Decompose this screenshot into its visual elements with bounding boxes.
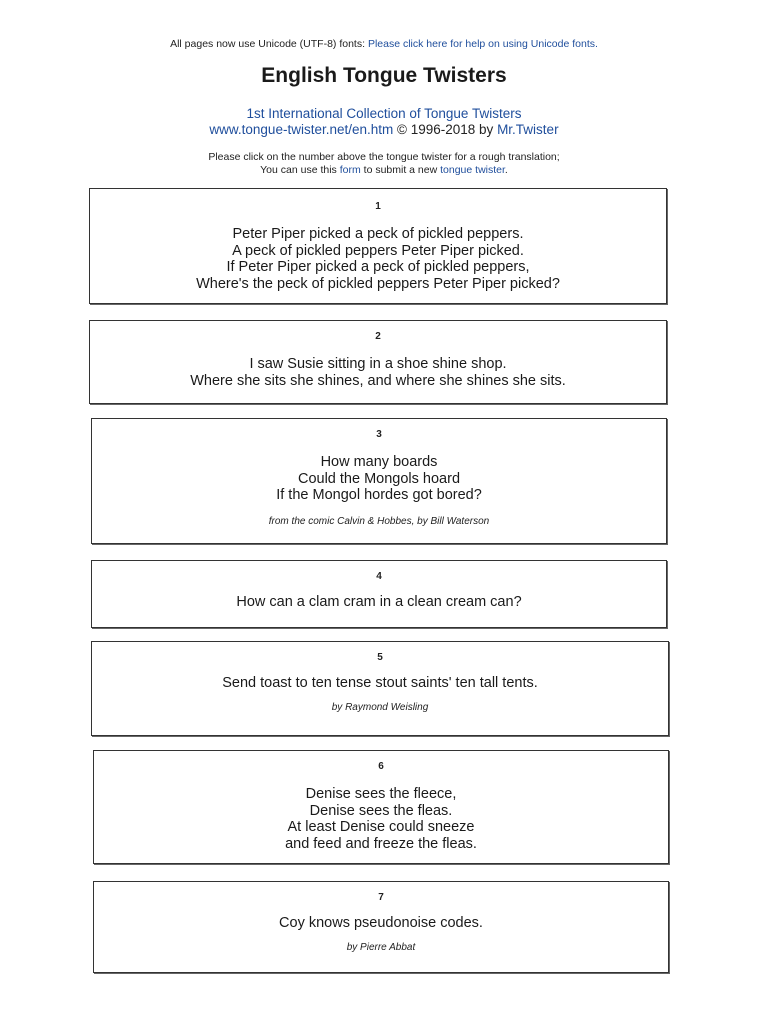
twister-card-4	[91, 560, 667, 628]
twister-text: How many boards Could the Mongols hoard If the Mongol hordes got bored?	[276, 454, 482, 503]
twister-card-5	[91, 641, 669, 736]
site-url-link[interactable]: www.tongue-twister.net/en.htm	[209, 122, 394, 137]
instructions	[0, 151, 768, 177]
twister-credit: from the comic Calvin & Hobbes, by Bill Waterson	[268, 515, 490, 527]
twister-text: I saw Susie sitting in a shoe shine shop. Where she sits she shines, and where she shines she sits.	[190, 356, 566, 389]
instructions-text-b: to submit a new	[363, 164, 438, 176]
twister-number-link[interactable]: 1	[375, 201, 381, 212]
instructions-line-1: Please click on the number above the tongue twister for a rough translation;	[208, 151, 560, 163]
tongue-twister-link[interactable]: tongue twister	[440, 164, 505, 176]
instructions-line-2	[0, 164, 768, 177]
twister-card-6	[93, 750, 669, 864]
twister-card-1	[89, 188, 667, 304]
author-link[interactable]: Mr.Twister	[497, 122, 559, 137]
collection-title: 1st International Collection of Tongue Twisters	[246, 106, 522, 121]
page-title: English Tongue Twisters	[261, 64, 507, 87]
twister-number-link[interactable]: 5	[377, 652, 383, 663]
twister-text: Peter Piper picked a peck of pickled peppers. A peck of pickled peppers Peter Piper picked. If Peter Piper picked a peck of pickled peppers, Where's the peck of pickled peppers Peter Piper picked?	[196, 226, 560, 292]
twister-credit: by Pierre Abbat	[346, 941, 416, 953]
twister-text: How can a clam cram in a clean cream can?	[236, 594, 522, 610]
twister-text: Coy knows pseudonoise codes.	[279, 915, 483, 931]
unicode-notice-text: All pages now use Unicode (UTF-8) fonts:	[170, 38, 366, 50]
unicode-notice	[0, 38, 768, 50]
unicode-help-link[interactable]: Please click here for help on using Unicode fonts.	[367, 38, 598, 50]
twister-card-3	[91, 418, 667, 544]
instructions-text-a: You can use this	[260, 164, 337, 176]
twister-card-7	[93, 881, 669, 973]
twister-card-2	[89, 320, 667, 404]
twister-number-link[interactable]: 2	[375, 331, 381, 342]
twister-number-link[interactable]: 3	[376, 429, 382, 440]
twister-credit: by Raymond Weisling	[331, 701, 429, 713]
submit-form-link[interactable]: form	[339, 164, 361, 176]
site-line	[0, 122, 768, 138]
instructions-period: .	[504, 164, 508, 176]
twister-text: Denise sees the fleece, Denise sees the fleas. At least Denise could sneeze and feed and freeze the fleas.	[285, 786, 477, 852]
twister-number-link[interactable]: 7	[378, 892, 384, 903]
twister-text: Send toast to ten tense stout saints' ten tall tents.	[222, 675, 538, 691]
twister-number-link[interactable]: 4	[376, 571, 382, 582]
subtitle	[0, 106, 768, 138]
twister-number-link[interactable]: 6	[378, 761, 384, 772]
copyright-text: © 1996-2018 by	[397, 122, 494, 137]
